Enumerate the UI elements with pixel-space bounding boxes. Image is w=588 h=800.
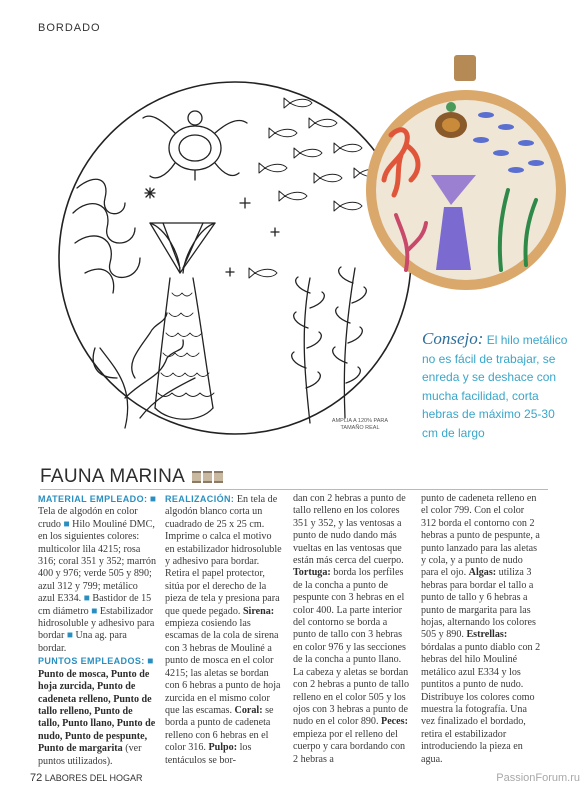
page-footer xyxy=(30,772,142,784)
materials-label: MATERIAL EMPLEADO: xyxy=(38,494,148,504)
stitches-text: Punto de mosca, Punto de hoja zurcida, Punto de cadeneta relleno, Punto de tallo relleno, Punto de tallo, Punto llano, Punto de nudo, Punto de pespunte, Punto de margarita xyxy=(38,668,156,755)
article-title: FAUNA MARINA xyxy=(40,466,186,487)
pulpo-text-cont: dan con 2 hebras a punto de tallo relleno en los colores 351 y 352, y las ventosas a punto de nudo dando más vueltas en las ventosas que están más cerca del cuerpo. xyxy=(293,493,406,567)
materials-text: Tela de algodón en color crudo xyxy=(38,506,138,530)
column-2 xyxy=(165,493,283,767)
coral-text: se borda a punto de cadeneta relleno con 6 hebras en el color 316. xyxy=(165,704,274,754)
difficulty-spools-icon xyxy=(192,471,223,483)
tip-text: El hilo metálico no es fácil de trabajar, se enreda y se deshace con mucha facilidad, corta hebras de máximo 25-30 cm de largo xyxy=(422,333,568,440)
column-1: MATERIAL EMPLEADO: ■ Tela de algodón en color crudo ■ Hilo Mouliné DMC, en los siguientes colores: multicolor lila 4215; rosa 316; coral 351 y 352; marrón 400 y 976; verde 505 y 890; azul 312 y 799; metálico azul E334. ■ Bastidor de 15 cm diámetro ■ Estabilizador hidrosoluble y adhesivo para bordar ■ Una ag. para bordar. PUNTOS EMPLEADOS: ■ Punto de mosca, Punto de hoja zurcida, Punto de cadeneta relleno, Punto de tallo relleno, Punto de tallo, Punto llano, Punto de nudo, Punto de pespunte, Punto de margarita (ver puntos utilizados). xyxy=(38,494,157,767)
sirena-text: empieza cosiendo las escamas de la cola de sirena con 3 hebras de Mouliné a punto de mosca en el color 4215; las aletas se bordan con 6 hebras a punto de hoja zurcida en el mismo color que las escamas. xyxy=(165,618,281,716)
pulpo-label: Pulpo: xyxy=(208,742,238,754)
sirena-label: Sirena: xyxy=(242,605,275,617)
peces-label: Peces: xyxy=(381,716,408,728)
article-title-row xyxy=(40,466,223,488)
tip-lead: Consejo: xyxy=(422,329,484,348)
estrellas-label: Estrellas: xyxy=(466,629,508,641)
stitches-label: PUNTOS EMPLEADOS: xyxy=(38,656,145,667)
materials-item: Una ag. para bordar. xyxy=(38,630,127,654)
pulpo-text: los tentáculos se bor- xyxy=(165,742,252,766)
watermark: PassionForum.ru xyxy=(496,772,580,784)
realization-label: REALIZACIÓN: xyxy=(165,494,235,504)
coral-label: Coral: xyxy=(234,704,263,716)
algas-text: utiliza 3 hebras para bordar el tallo a punto de tallo y 6 hebras a punto de margarita para las hojas, alternando los colores 505 y 890. xyxy=(421,567,536,641)
tortuga-label: Tortuga: xyxy=(293,567,331,579)
materials-item: Bastidor de 15 cm diámetro xyxy=(38,593,152,617)
magazine-name: LABORES DEL HOGAR xyxy=(44,773,143,783)
algas-label: Algas: xyxy=(468,567,497,579)
title-divider xyxy=(40,489,548,490)
tip-box xyxy=(422,330,572,442)
column-4 xyxy=(421,493,541,766)
tortuga-text: borda los perfiles de la concha a punto de pespunte con 3 hebras en el color 400. La parte interior del contorno se borda a punto de tallo con 3 hebras en color 976 y las secciones de la concha a punto llano. La cabeza y aletas se bordan con 2 hebras a punto de tallo relleno en el color 505 y los ojos con 3 hebras a punto de nudo en el color 890. xyxy=(293,567,410,728)
scale-note: AMPLIA A 120% PARA TAMAÑO REAL xyxy=(331,418,389,431)
materials-item: Estabilizador hidrosoluble y adhesivo para bordar xyxy=(38,605,155,642)
column-3 xyxy=(293,493,411,766)
stitches-note: (ver puntos utilizados). xyxy=(38,743,142,767)
embroidery-hoop-photo xyxy=(366,55,566,295)
materials-item: Hilo Mouliné DMC, en los siguientes colores: multicolor lila 4215; rosa 316; coral 351 y 352; marrón 400 y 976; verde 505 y 890; azul 312 y 799; metálico azul E334. xyxy=(38,518,157,605)
estrellas-text: bórdalas a punto diablo con 2 hebras del hilo Mouliné metálico azul E334 y los puntitos a punto de nudo. Distribuye los colores como muestra la fotografía. Una vez finalizado el bordado, retira el estabilizador introduciendo la pieza en agua. xyxy=(421,641,541,765)
peces-text-cont: punto de cadeneta relleno en el color 799. Con el color 312 borda el contorno con 2 hebras a punto de pespunte, a punto lanzado para las aletas y cola, y a punto de nudo para el ojo. xyxy=(421,493,540,579)
section-tag: BORDADO xyxy=(38,22,101,34)
page-number: 72 xyxy=(30,772,43,784)
realization-intro: En tela de algodón blanco corta un cuadrado de 25 x 25 cm. Imprime o calca el motivo en estabilizador hidrosoluble y adhesivo para bordar. Retira el papel protector, sitúa por el derecho de la pieza de tela y presiona para que quede pegado. xyxy=(165,494,282,617)
peces-text: empieza por el relleno del cuerpo y cara bordando con 2 hebras a xyxy=(293,728,406,765)
embroidery-pattern-illustration xyxy=(55,78,415,438)
